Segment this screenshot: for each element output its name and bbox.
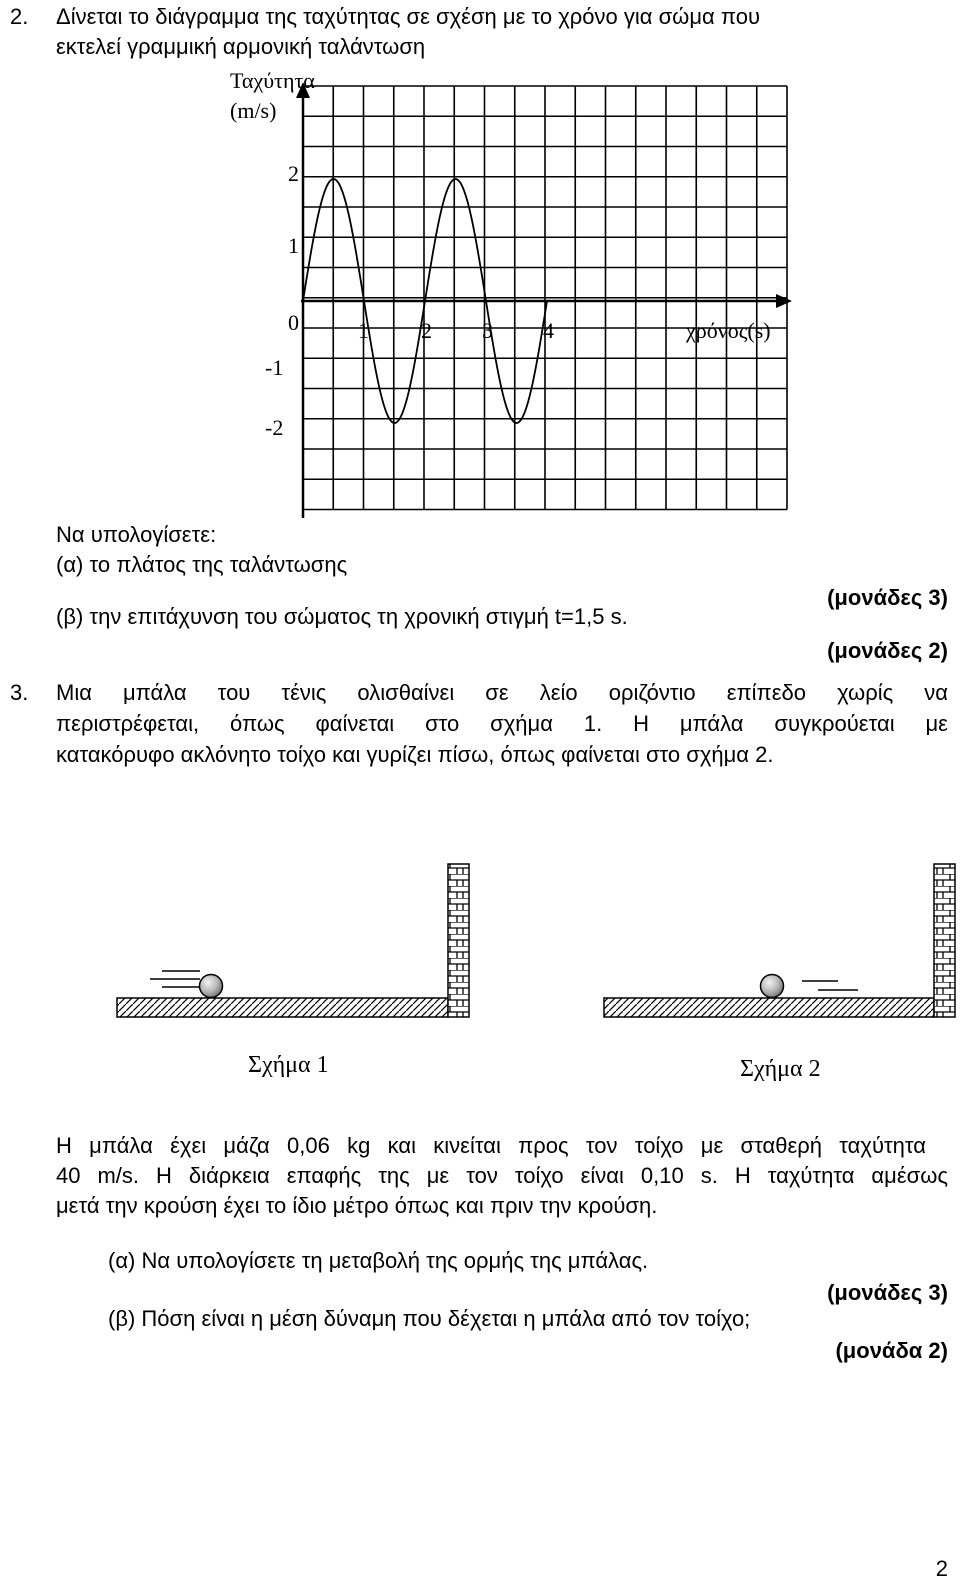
figure-2-wall [934,864,955,1017]
figure-2 [604,864,955,1017]
y-axis-label-line1: Ταχύτητα [230,68,315,93]
question-2-item-b: (β) την επιτάχυνση του σώματος τη χρονική στιγμή t=1,5 s. [56,604,628,629]
question-3-info-line2: 40 m/s. Η διάρκεια επαφής της με τον τοίχο είναι 0,10 s. Η ταχύτητα αμέσως [56,1163,948,1188]
chart-grid [303,86,787,510]
x-axis-label: χρόνος(s) [686,318,771,343]
figure-2-caption: Σχήμα 2 [740,1056,821,1082]
question-3-info-line3: μετά την κρούση έχει το ίδιο μέτρο όπως και πριν την κρούση. [56,1193,658,1218]
y-tick-label-2: 2 [288,161,299,186]
x-axis-arrow [776,294,792,308]
question-2-marks-b: (μονάδες 2) [827,638,948,663]
figure-1 [117,864,469,1017]
y-axis-label-line2: (m/s) [230,98,277,123]
collision-figures [0,850,960,1020]
question-3-marks-b: (μονάδα 2) [835,1338,948,1363]
question-3-item-b: (β) Πόση είναι η μέση δύναμη που δέχεται η μπάλα από τον τοίχο; [108,1306,751,1331]
question-2-item-a: (α) το πλάτος της ταλάντωσης [56,552,348,577]
question-3-number: 3. [10,680,29,705]
x-tick-label-1: 1 [358,318,369,343]
question-2-intro-line2: εκτελεί γραμμική αρμονική ταλάντωση [56,34,426,59]
question-2-number: 2. [10,4,29,29]
y-tick-label-1: 1 [288,233,299,258]
question-2-ask: Να υπολογίσετε: [56,522,217,547]
figure-1-floor [117,998,448,1017]
y-tick-label-neg1: -1 [265,355,284,380]
question-3-info-line1: Η μπάλα έχει μάζα 0,06 kg και κινείται προς τον τοίχο με σταθερή ταχύτητα [56,1133,926,1158]
question-3-line3: κατακόρυφο ακλόνητο τοίχο και γυρίζει πίσω, όπως φαίνεται στο σχήμα 2. [56,742,774,767]
page-number: 2 [935,1556,948,1581]
question-2-intro-line1: Δίνεται το διάγραμμα της ταχύτητας σε σχέση με το χρόνο για σώμα που [56,4,760,29]
question-3-line1: Μια μπάλα του τένις ολισθαίνει σε λείο οριζόντιο επίπεδο χωρίς να [56,680,948,705]
x-tick-label-2: 2 [421,318,432,343]
figure-1-caption: Σχήμα 1 [248,1052,329,1078]
y-tick-label-neg2: -2 [265,415,284,440]
figure-2-ball [761,975,784,998]
figure-1-ball [200,975,223,998]
figure-2-floor [604,998,934,1017]
velocity-time-chart [0,0,960,540]
question-3-marks-a: (μονάδες 3) [827,1280,948,1305]
question-3-item-a: (α) Να υπολογίσετε τη μεταβολή της ορμής της μπάλας. [108,1248,649,1273]
x-tick-label-4: 4 [543,318,554,343]
x-tick-label-0: 0 [288,310,299,335]
question-3-line2: περιστρέφεται, όπως φαίνεται στο σχήμα 1. Η μπάλα συγκρούεται με [56,711,948,736]
question-2-marks-a: (μονάδες 3) [827,585,948,610]
figure-1-wall [448,864,469,1017]
x-tick-label-3: 3 [482,318,493,343]
